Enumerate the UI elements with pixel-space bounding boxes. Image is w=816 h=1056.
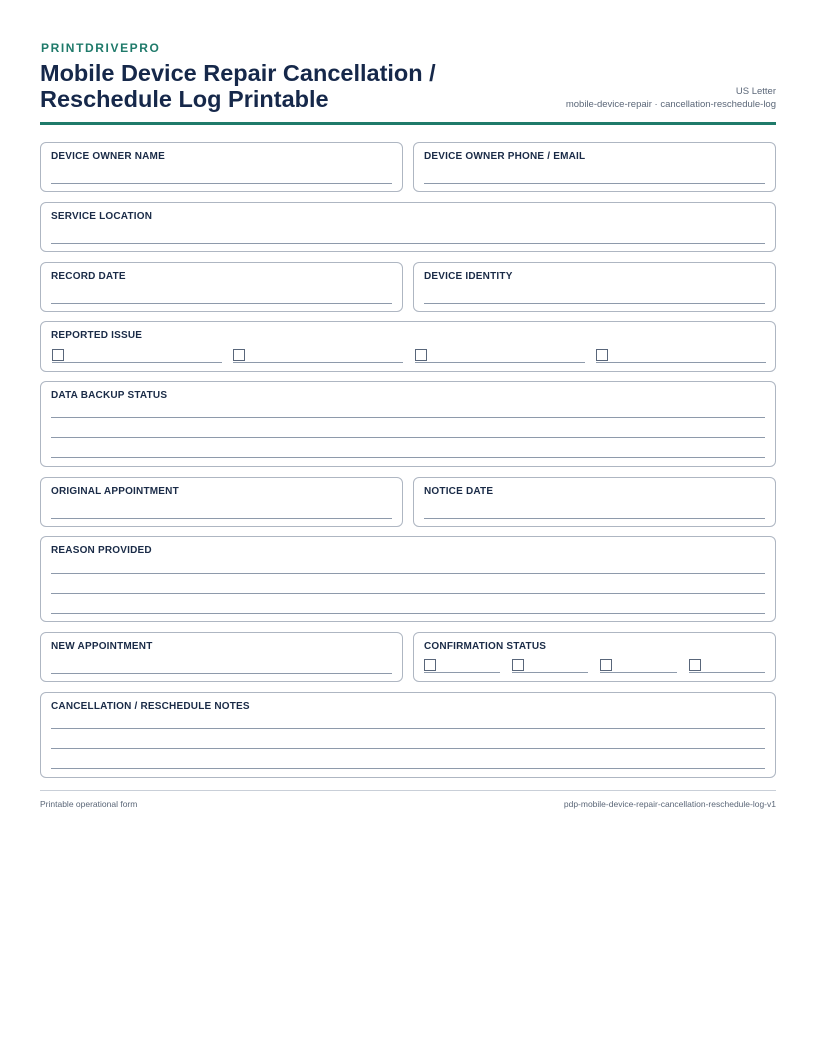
notes-line-2[interactable] [51, 748, 765, 749]
option-line [233, 362, 403, 363]
footer-rule [40, 790, 776, 791]
notes-field [40, 692, 776, 778]
notice-date-field [413, 477, 776, 527]
confirmation-option-4[interactable] [689, 659, 765, 673]
confirmation-option-2[interactable] [512, 659, 588, 673]
option-line [600, 672, 677, 673]
owner-contact-label: DEVICE OWNER PHONE / EMAIL [424, 151, 586, 162]
checkbox[interactable] [596, 349, 608, 361]
checkbox[interactable] [512, 659, 524, 671]
option-line [596, 362, 766, 363]
option-line [415, 362, 585, 363]
checkbox[interactable] [52, 349, 64, 361]
record-date-label: RECORD DATE [51, 271, 126, 282]
data-backup-field [40, 381, 776, 467]
reported-issue-option-2[interactable] [233, 349, 403, 363]
reason-line-1[interactable] [51, 573, 765, 574]
reason-line-3[interactable] [51, 613, 765, 614]
checkbox[interactable] [689, 659, 701, 671]
owner-name-field [40, 142, 403, 192]
checkbox[interactable] [424, 659, 436, 671]
new-appointment-label: NEW APPOINTMENT [51, 641, 153, 652]
checkbox[interactable] [415, 349, 427, 361]
title-line-1: Mobile Device Repair Cancellation / [40, 60, 436, 86]
original-appointment-field [40, 477, 403, 527]
confirmation-option-3[interactable] [600, 659, 677, 673]
new-appointment-field [40, 632, 403, 682]
document-meta [566, 85, 776, 111]
owner-contact-input-line[interactable] [424, 183, 765, 184]
owner-name-input-line[interactable] [51, 183, 392, 184]
new-appointment-input-line[interactable] [51, 673, 392, 674]
option-line [52, 362, 222, 363]
device-identity-field [413, 262, 776, 312]
title-line-2: Reschedule Log Printable [40, 86, 329, 112]
device-identity-label: DEVICE IDENTITY [424, 271, 513, 282]
reason-label: REASON PROVIDED [51, 545, 152, 556]
notes-line-3[interactable] [51, 768, 765, 769]
reported-issue-option-3[interactable] [415, 349, 585, 363]
data-backup-line-2[interactable] [51, 437, 765, 438]
form-slug: mobile-device-repair · cancellation-reschedule-log [565, 99, 776, 110]
notes-line-1[interactable] [51, 728, 765, 729]
data-backup-label: DATA BACKUP STATUS [51, 390, 168, 401]
service-location-field [40, 202, 776, 252]
checkbox[interactable] [233, 349, 245, 361]
page-title [40, 60, 510, 112]
header-rule [40, 122, 776, 125]
reported-issue-field [40, 321, 776, 372]
original-appointment-label: ORIGINAL APPOINTMENT [51, 486, 179, 497]
footer-note: Printable operational form [40, 799, 138, 809]
confirmation-status-label: CONFIRMATION STATUS [424, 641, 547, 652]
option-line [689, 672, 765, 673]
record-date-field [40, 262, 403, 312]
data-backup-line-3[interactable] [51, 457, 765, 458]
confirmation-status-field [413, 632, 776, 682]
brand-name: PRINTDRIVEPRO [41, 41, 161, 55]
notice-date-label: NOTICE DATE [424, 486, 494, 497]
reason-field [40, 536, 776, 622]
notes-label: CANCELLATION / RESCHEDULE NOTES [51, 701, 250, 712]
service-location-label: SERVICE LOCATION [51, 211, 153, 222]
option-line [424, 672, 500, 673]
option-line [512, 672, 588, 673]
device-identity-input-line[interactable] [424, 303, 765, 304]
data-backup-line-1[interactable] [51, 417, 765, 418]
form-id: pdp-mobile-device-repair-cancellation-reschedule-log-v1 [563, 799, 776, 809]
record-date-input-line[interactable] [51, 303, 392, 304]
reported-issue-label: REPORTED ISSUE [51, 330, 143, 341]
reported-issue-option-4[interactable] [596, 349, 766, 363]
reason-line-2[interactable] [51, 593, 765, 594]
paper-size: US Letter [735, 86, 776, 97]
service-location-input-line[interactable] [51, 243, 765, 244]
checkbox[interactable] [600, 659, 612, 671]
notice-date-input-line[interactable] [424, 518, 765, 519]
original-appointment-input-line[interactable] [51, 518, 392, 519]
owner-name-label: DEVICE OWNER NAME [51, 151, 165, 162]
reported-issue-option-1[interactable] [52, 349, 222, 363]
owner-contact-field [413, 142, 776, 192]
confirmation-option-1[interactable] [424, 659, 500, 673]
